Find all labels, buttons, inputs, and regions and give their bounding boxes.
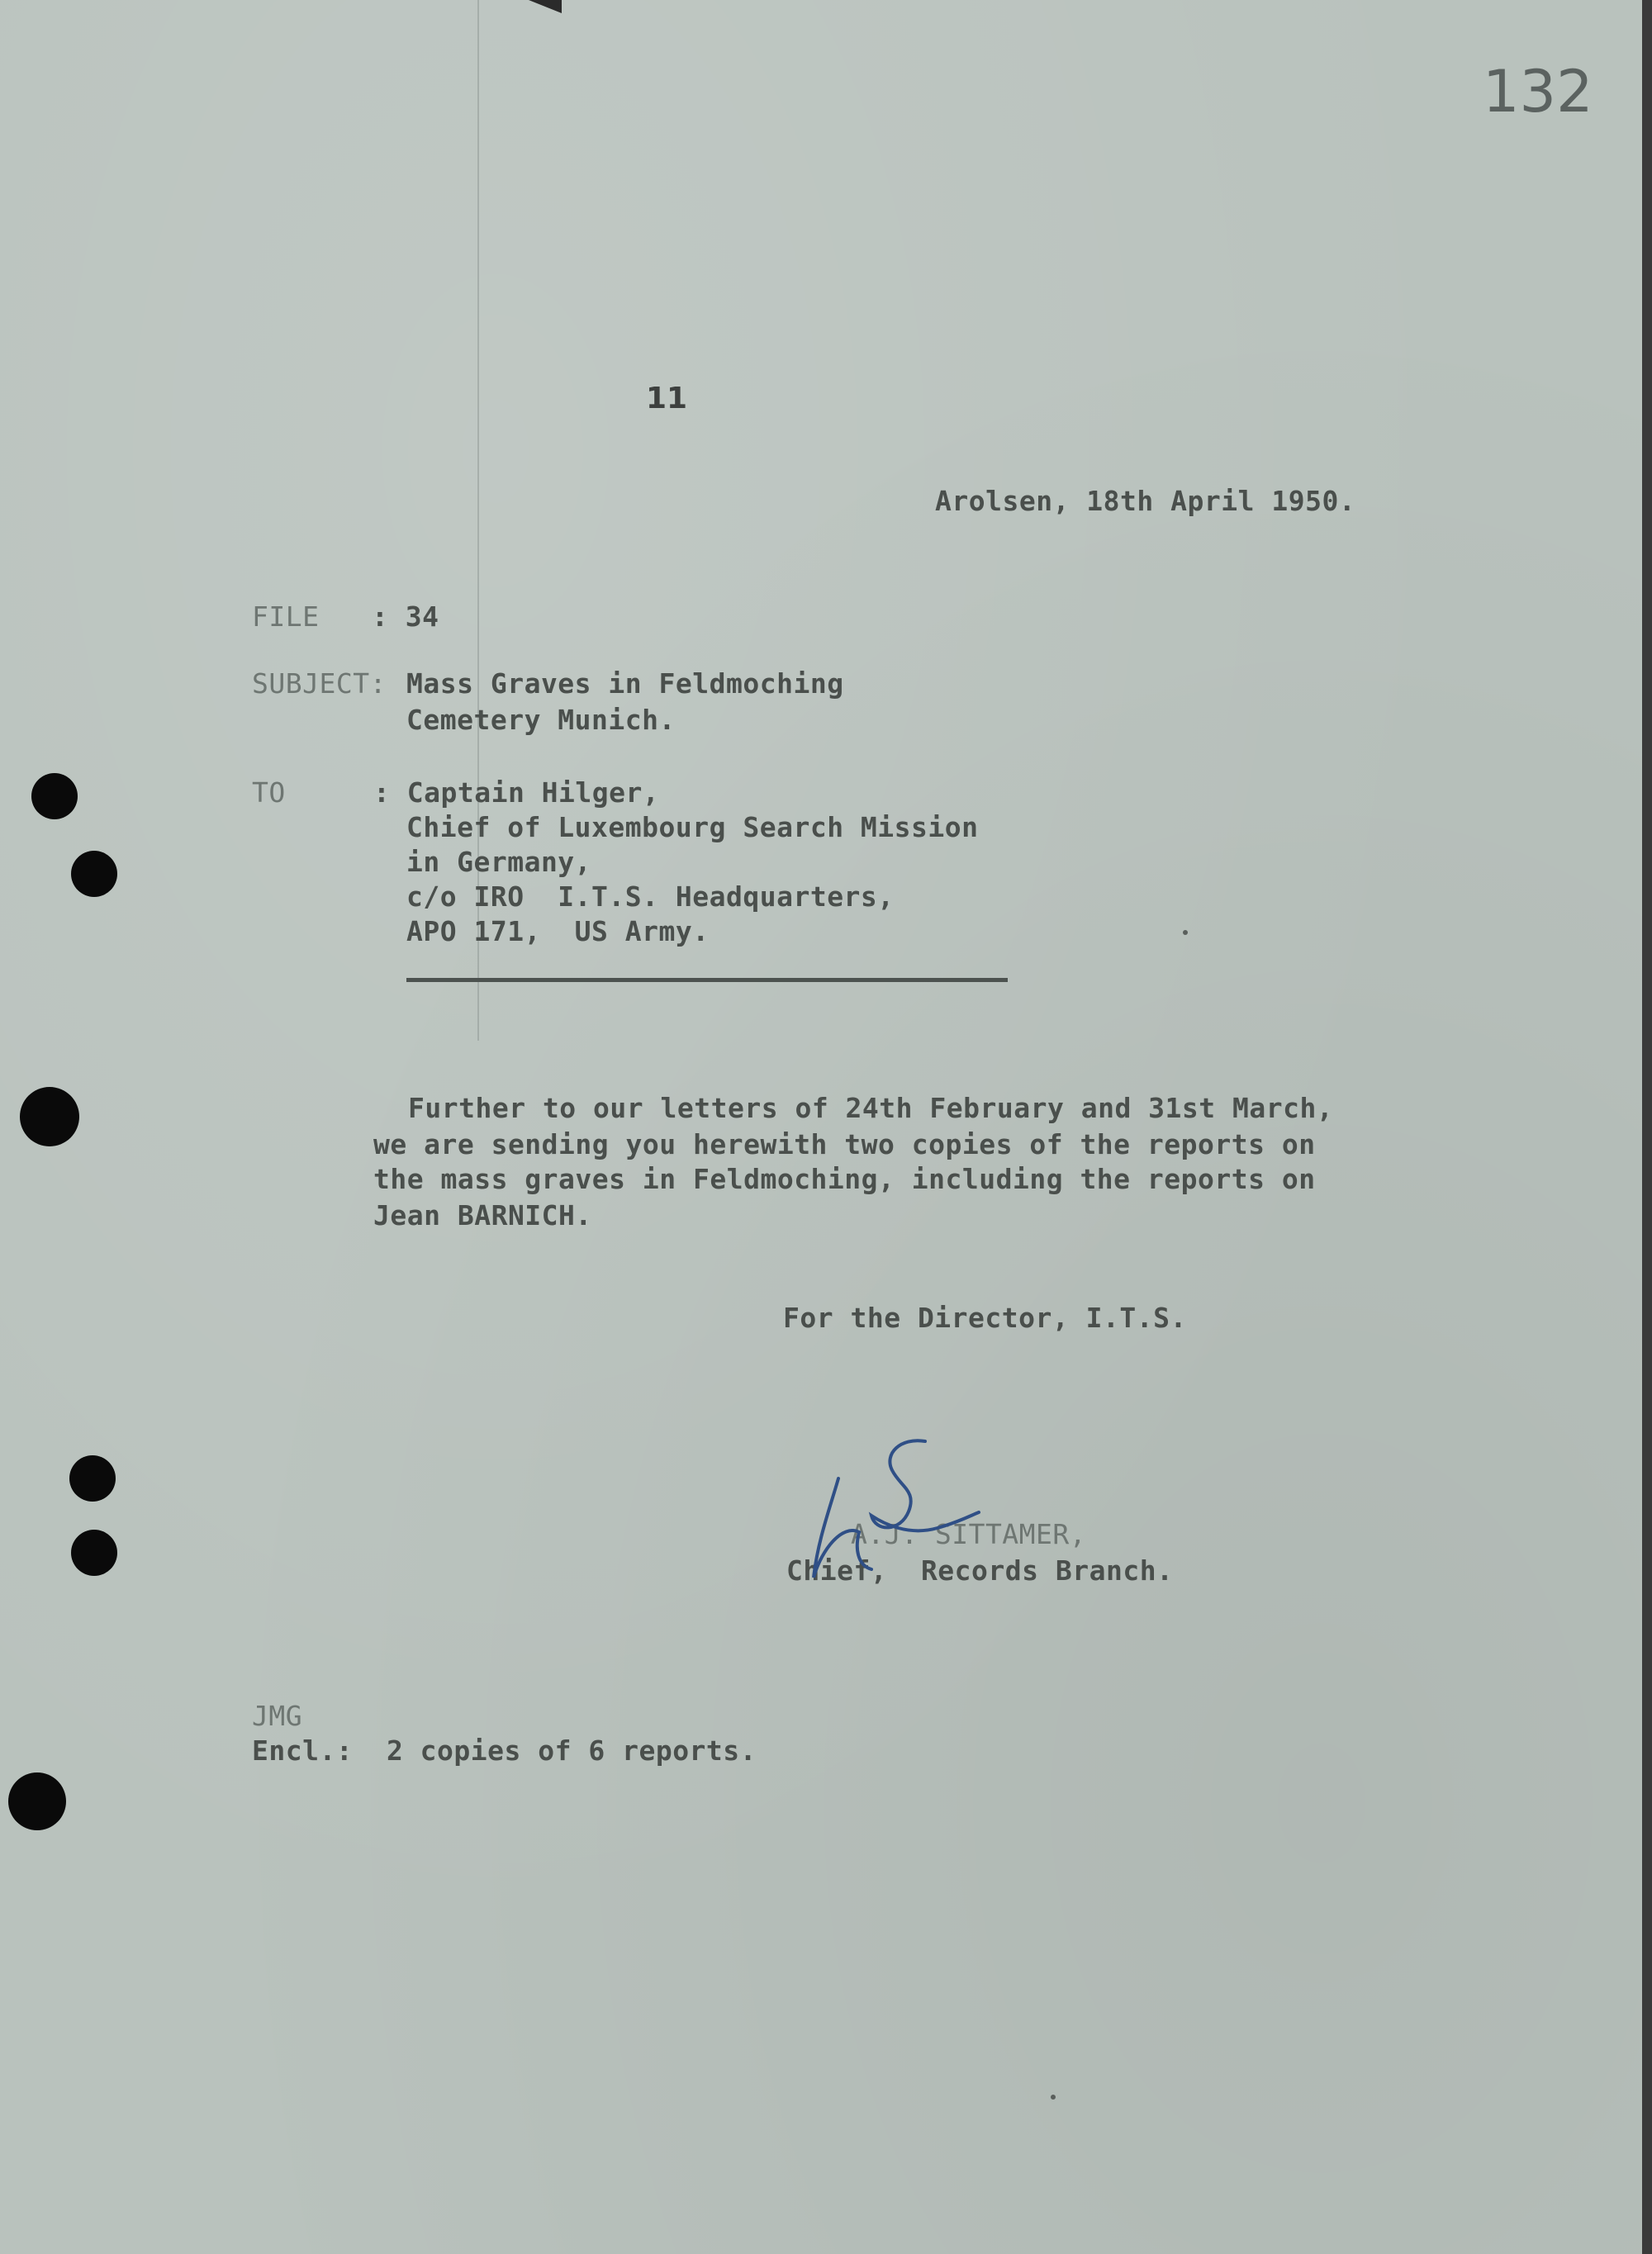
body-line-2: we are sending you herewith two copies of the reports on — [373, 1128, 1316, 1160]
subject-label: SUBJECT: — [252, 667, 387, 700]
to-line-5: APO 171, US Army. — [406, 915, 710, 947]
subject-line-2: Cemetery Munich. — [406, 704, 676, 736]
punch-hole — [71, 1530, 117, 1576]
folio-number: 11 — [646, 382, 688, 415]
punch-hole — [31, 773, 78, 819]
subject-line-1: Mass Graves in Feldmoching — [406, 667, 844, 700]
body-line-1: Further to our letters of 24th February and 31st March, — [408, 1092, 1334, 1124]
punch-hole — [69, 1455, 116, 1502]
to-label: TO — [252, 776, 286, 809]
to-line-1: : Captain Hilger, — [373, 776, 660, 809]
enclosure-line: Encl.: 2 copies of 6 reports. — [252, 1734, 757, 1767]
punch-hole — [71, 851, 117, 897]
closing-line: For the Director, I.T.S. — [783, 1302, 1187, 1334]
punch-hole — [8, 1772, 66, 1830]
paper-speck — [1051, 2095, 1056, 2100]
date-line: Arolsen, 18th April 1950. — [935, 485, 1356, 517]
page-number: 132 — [1483, 58, 1593, 126]
to-line-3: in Germany, — [406, 846, 592, 878]
typist-initials: JMG — [252, 1700, 303, 1732]
punch-hole — [20, 1087, 79, 1146]
handwritten-signature — [793, 1433, 983, 1594]
signatory-title: Chief, Records Branch. — [786, 1554, 1174, 1587]
page-top-notch — [529, 0, 562, 13]
address-underline — [406, 978, 1008, 982]
to-line-4: c/o IRO I.T.S. Headquarters, — [406, 880, 895, 913]
file-label: FILE — [252, 600, 320, 633]
file-value: : 34 — [372, 600, 439, 633]
paper-speck — [1183, 930, 1188, 935]
to-line-2: Chief of Luxembourg Search Mission — [406, 811, 979, 843]
body-line-3: the mass graves in Feldmoching, including the reports on — [373, 1163, 1316, 1195]
signatory-name: A.J. SITTAMER, — [851, 1518, 1087, 1550]
body-line-4: Jean BARNICH. — [373, 1199, 592, 1231]
page-edge-shadow — [1642, 0, 1652, 2254]
